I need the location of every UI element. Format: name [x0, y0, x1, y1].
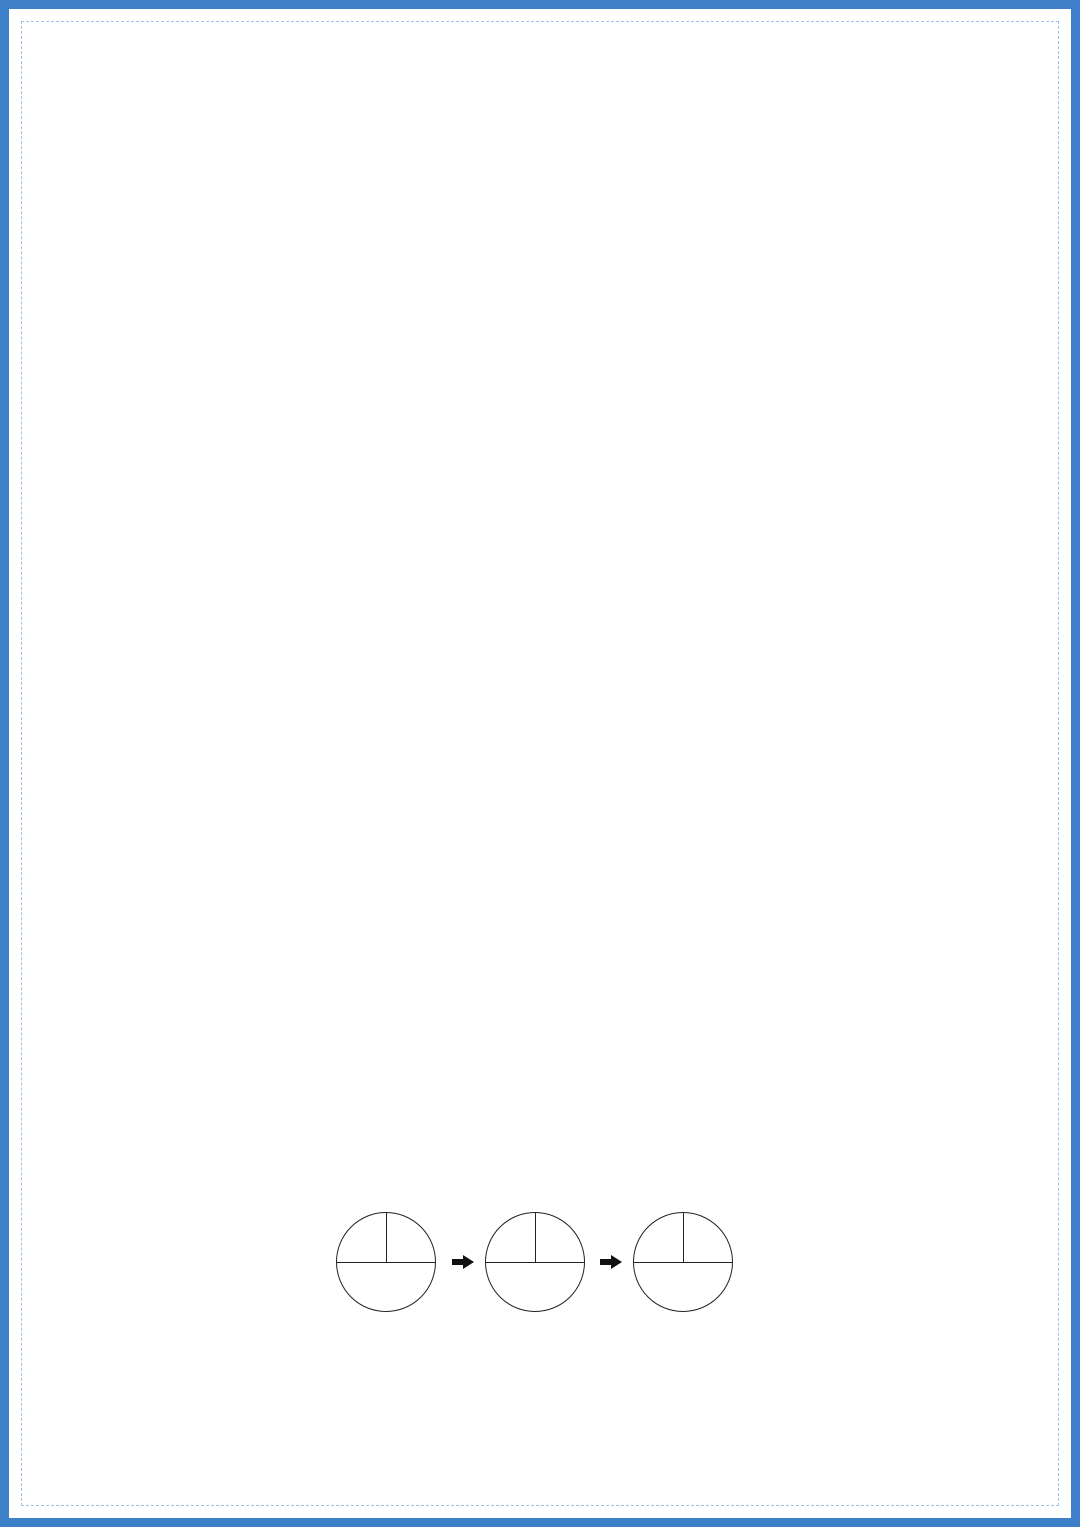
regime-circle-3: [633, 1212, 733, 1312]
regime-circle-1: [336, 1212, 436, 1312]
regime-diagram: [336, 1212, 748, 1316]
arrow-right-icon: [452, 1255, 474, 1269]
regime-circle-2: [485, 1212, 585, 1312]
arrow-right-icon: [600, 1255, 622, 1269]
